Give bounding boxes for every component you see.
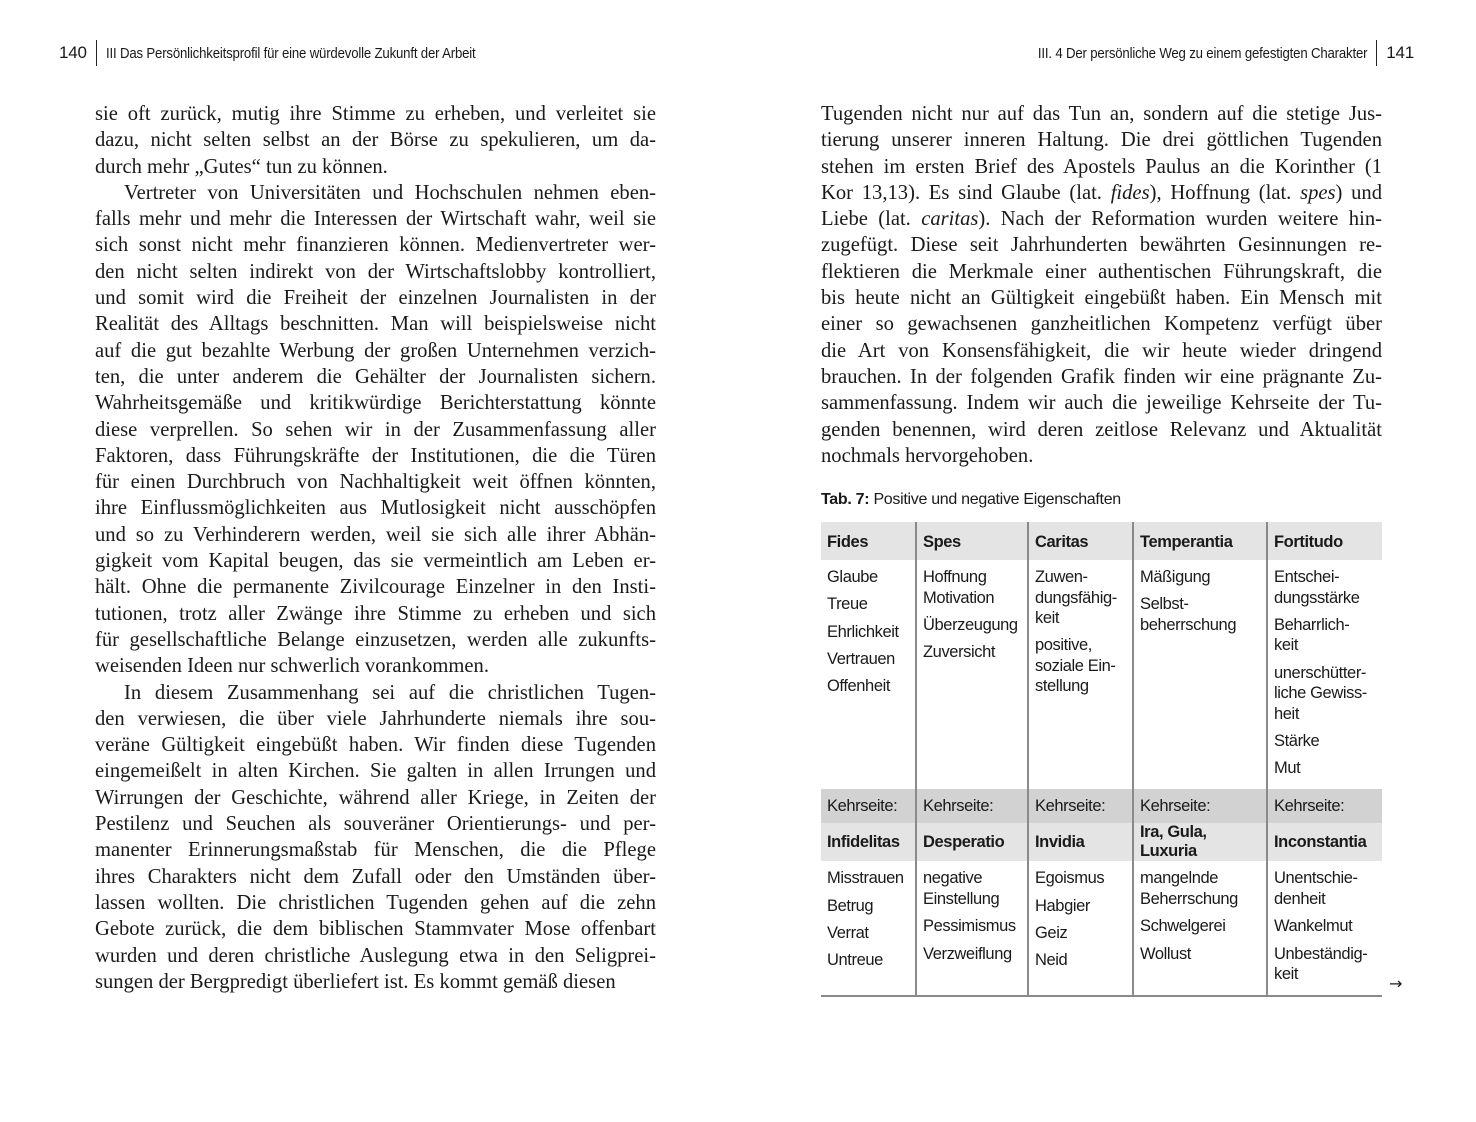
trait-item: Ehrlichkeit <box>827 622 899 641</box>
text-line: für gesellschaftliche Belange einzusetzen, werden alle zukunfts- <box>95 628 656 651</box>
trait-item: Schwelgerei <box>1140 917 1226 936</box>
trait-item: Beharrlich- keit <box>1274 615 1350 655</box>
table-cell: Infidelitas <box>821 823 916 861</box>
text-line: zugefügt. Diese seit Jahrhunderten bewährten Gesinnungen re- <box>821 234 1382 257</box>
trait-item: mangelnde Beherrschung <box>1140 869 1238 908</box>
trait-item: Überzeugung <box>923 615 1018 634</box>
table-cell: Fides <box>821 522 916 560</box>
table-cell: Kehrseite: <box>916 789 1028 823</box>
table-cell: Spes <box>916 522 1028 560</box>
table-cell: Kehrseite: <box>1133 789 1267 823</box>
text-line: Vertreter von Universitäten und Hochschulen nehmen eben- <box>124 181 656 204</box>
trait-item: Treue <box>827 595 868 614</box>
text-line: durch mehr „Gutes“ tun zu können. <box>95 155 388 178</box>
table-cell: Desperatio <box>916 823 1028 861</box>
table-cell: Ira, Gula, Luxuria <box>1133 823 1267 861</box>
trait-item: negative Einstellung <box>923 869 1000 908</box>
trait-item: Betrug <box>827 896 874 915</box>
table-cell: Inconstantia <box>1267 823 1382 861</box>
table-cell: Invidia <box>1028 823 1133 861</box>
text-line: sungen der Bergpredigt überliefert ist. Es kommt gemäß diesen <box>95 970 616 993</box>
trait-item: Selbst- beherrschung <box>1140 595 1237 634</box>
trait-item: Unentschie- denheit <box>1274 869 1358 908</box>
text-line: wurden und deren christliche Auslegung etwa in den Seligprei- <box>95 944 656 967</box>
text-line: Gebote zurück, die dem biblischen Stammvater Mose offenbart <box>95 918 656 941</box>
text-line: flektieren die Merkmale einer authentischen Führungskraft, die <box>821 260 1382 283</box>
table-cell: Kehrseite: <box>1267 789 1382 823</box>
table-cell <box>916 560 1028 789</box>
trait-item: Stärke <box>1274 731 1320 750</box>
text-line: ihre Einflussmöglichkeiten aus Mutlosigkeit nicht ausschöpfen <box>95 497 656 520</box>
text-line: brauchen. In der folgenden Grafik finden wir eine prägnante Zu- <box>821 365 1382 388</box>
trait-item: Pessimismus <box>923 917 1016 936</box>
text-line: einer so gewachsenen ganzheitlichen Kompetenz verfügt über <box>821 313 1382 336</box>
header-divider-right <box>1376 40 1377 66</box>
table-cell <box>916 861 1028 996</box>
table-caption-label: Tab. 7: <box>821 491 870 508</box>
text-line: falls mehr und mehr die Interessen der Wirtschaft wahr, weil sie <box>95 208 656 231</box>
table-cell <box>1267 861 1382 996</box>
trait-item: Zuversicht <box>923 643 996 662</box>
table-caption-text: Positive und negative Eigenschaften <box>873 491 1121 508</box>
trait-item: Mäßigung <box>1140 568 1211 586</box>
text-line: und somit wird die Freiheit der einzelnen Journalisten in der <box>95 287 656 310</box>
text-line: für einen Durchbruch von Nachhaltigkeit weit öffnen könnten, <box>95 471 656 494</box>
text-line: nochmals hervorgehoben. <box>821 444 1034 467</box>
paragraph <box>95 180 656 680</box>
left-page-text <box>95 101 656 995</box>
text-line: Wirrungen der Geschichte, während aller Kriege, in Zeiten der <box>95 786 656 809</box>
trait-item: Vertrauen <box>827 649 895 668</box>
table-cell: Kehrseite: <box>821 789 916 823</box>
table-cell <box>821 560 916 789</box>
text-line: In diesem Zusammenhang sei auf die christlichen Tugen- <box>124 681 656 704</box>
text-line: Tugenden nicht nur auf das Tun an, sondern auf die stetige Jus- <box>821 103 1382 125</box>
trait-item: Untreue <box>827 951 883 970</box>
trait-item: Wollust <box>1140 944 1191 963</box>
trait-item: positive, soziale Ein- stellung <box>1035 636 1116 696</box>
text-line: eingemeißelt in alten Kirchen. Sie galten in allen Irrungen und <box>95 760 656 783</box>
text-line: Faktoren, dass Führungskräfte der Institutionen, die die Türen <box>95 444 656 467</box>
text-line: hält. Ohne die permanente Zivilcourage Einzelner in den Insti- <box>95 576 656 599</box>
trait-item: unerschütter- liche Gewiss- heit <box>1274 663 1367 723</box>
trait-item: Wankelmut <box>1274 917 1353 936</box>
text-line: Pestilenz und Seuchen als souveräner Orientierungs- und per- <box>95 813 656 836</box>
table-cell: Fortitudo <box>1267 522 1382 560</box>
text-line: tutionen, trotz aller Zwänge ihre Stimme zu erheben und sich <box>95 602 656 625</box>
trait-item: Habgier <box>1035 896 1090 915</box>
text-line: die Art von Konsensfähigkeit, die wir heute wieder dringend <box>821 339 1382 362</box>
page-number-left: 140 <box>59 43 87 62</box>
paragraph <box>821 101 1382 469</box>
text-line: manenter Erinnerungsmaßstab für Menschen, die die Pflege <box>95 839 656 862</box>
text-line: sich sonst nicht mehr finanzieren können. Medienvertreter wer- <box>95 234 656 257</box>
trait-item: Misstrauen <box>827 869 904 888</box>
running-head-right <box>993 39 1414 67</box>
text-line: dazu, nicht selten selbst an der Börse zu spekulieren, um da- <box>95 129 656 152</box>
virtue-header-row <box>821 522 1382 560</box>
text-line: tierung unserer inneren Haltung. Die drei göttlichen Tugenden <box>821 129 1382 152</box>
table-cell: Caritas <box>1028 522 1133 560</box>
text-line: Realität des Alltags beschnitten. Man will beispielsweise nicht <box>95 313 656 336</box>
text-line: gigkeit vom Kapital beugen, das sie vermeintlich am Leben er- <box>95 550 656 573</box>
table-cell <box>821 861 916 996</box>
chapter-title-right: III. 4 Der persönliche Weg zu einem gefestigten Charakter <box>1037 44 1368 62</box>
text-line: Liebe (lat. caritas). Nach der Reformation wurden weitere hin- <box>821 208 1382 231</box>
chapter-title-left: III Das Persönlichkeitsprofil für eine würdevolle Zukunft der Arbeit <box>105 44 476 62</box>
trait-item: Neid <box>1035 951 1068 970</box>
text-line: Kor 13,13). Es sind Glaube (lat. fides), Hoffnung (lat. spes) und <box>821 181 1383 204</box>
text-line: auf die gut bezahlte Werbung der großen Unternehmen verzich- <box>95 339 656 362</box>
text-line: lassen wollten. Die christlichen Tugenden gehen auf die zehn <box>95 891 656 914</box>
trait-item: Offenheit <box>827 677 891 696</box>
text-line: veräne Gültigkeit eingebüßt haben. Wir finden diese Tugenden <box>95 734 656 757</box>
reverse-label-row <box>821 789 1382 823</box>
table-cell: Temperantia <box>1133 522 1267 560</box>
trait-item: Zuwen- dungsfähig- keit <box>1035 568 1117 627</box>
trait-item: Verrat <box>827 924 869 943</box>
paragraph <box>95 680 656 996</box>
text-line: den nicht selten indirekt von der Wirtschaftslobby kontrolliert, <box>95 260 656 283</box>
virtue-traits-row <box>821 560 1382 789</box>
text-line: ihres Charakters nicht dem Zufall oder den Umständen über- <box>95 865 656 888</box>
table-caption <box>821 491 1121 509</box>
trait-item: Egoismus <box>1035 869 1105 888</box>
text-line: den verwiesen, die über viele Jahrhunderte niemals ihre sou- <box>95 707 656 730</box>
trait-item: Mut <box>1274 759 1301 778</box>
table-cell <box>1267 560 1382 789</box>
table-cell <box>1028 861 1133 996</box>
paragraph <box>95 101 656 180</box>
table-cell: Kehrseite: <box>1028 789 1133 823</box>
running-head-left <box>59 39 526 67</box>
trait-item: Entschei- dungsstärke <box>1274 568 1360 607</box>
continue-arrow-icon: → <box>1389 974 1403 993</box>
text-line: diese verprellen. So sehen wir in der Zusammenfassung aller <box>95 418 656 441</box>
virtues-table <box>821 522 1382 997</box>
text-line: stehen im ersten Brief des Apostels Paulus an die Korinther (1 <box>821 155 1382 178</box>
text-line: weisenden Ideen nur schwerlich vorankommen. <box>95 655 490 678</box>
trait-item: Hoffnung Motivation <box>923 568 995 607</box>
text-line: genden benennen, wird deren zeitlose Relevanz und Aktualität <box>821 418 1382 441</box>
text-line: und so zu Verhinderern werden, weil sie sich alle ihrer Abhän- <box>95 523 656 546</box>
text-line: ten, die unter anderem die Gehälter der Journalisten sichern. <box>95 365 656 388</box>
trait-item: Unbeständig- keit <box>1274 944 1368 984</box>
table-cell <box>1133 560 1267 789</box>
page-number-right: 141 <box>1386 43 1414 62</box>
trait-item: Geiz <box>1035 924 1068 943</box>
vice-header-row <box>821 823 1382 861</box>
trait-item: Glaube <box>827 568 878 586</box>
text-line: sie oft zurück, mutig ihre Stimme zu erheben, und verleitet sie <box>95 103 656 125</box>
table-cell <box>1133 861 1267 996</box>
text-line: sammenfassung. Indem wir auch die jeweilige Kehrseite der Tu- <box>821 392 1382 415</box>
right-page-text <box>821 101 1382 469</box>
table-cell <box>1028 560 1133 789</box>
vice-traits-row <box>821 861 1382 996</box>
header-divider-left <box>96 40 97 66</box>
text-line: Wahrheitsgemäße und kritikwürdige Berichterstattung könnte <box>95 392 656 415</box>
text-line: bis heute nicht an Gültigkeit eingebüßt haben. Ein Mensch mit <box>821 287 1382 310</box>
trait-item: Verzweiflung <box>923 944 1012 963</box>
